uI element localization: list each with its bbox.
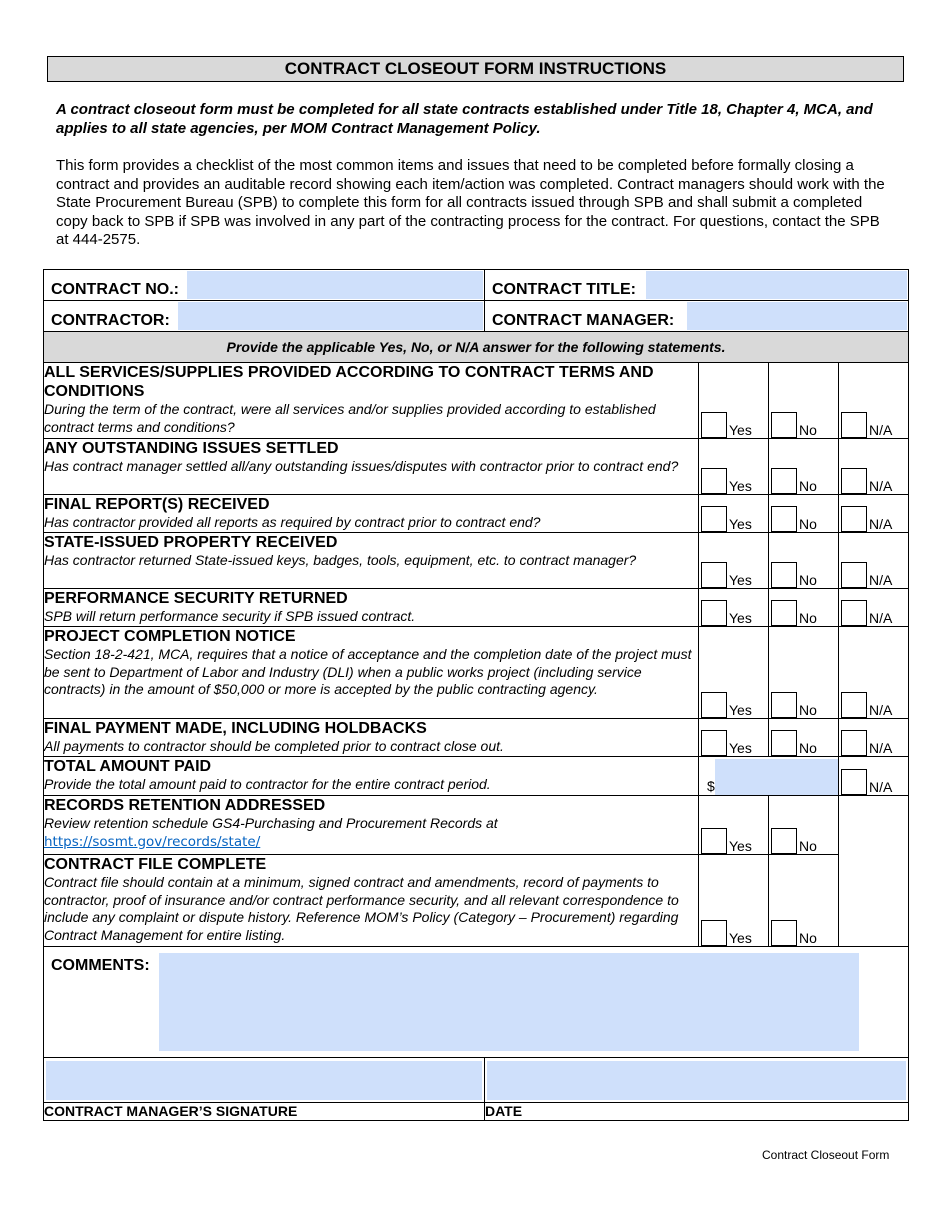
na-checkbox[interactable]: [841, 769, 867, 795]
records-link[interactable]: https://sosmt.gov/records/state/: [44, 833, 261, 850]
contract-title-cell: [485, 270, 909, 301]
contract-no-label: CONTRACT NO.:: [51, 281, 179, 298]
no-label: No: [799, 702, 817, 718]
no-checkbox[interactable]: [771, 562, 797, 588]
signature-label: CONTRACT MANAGER’S SIGNATURE: [44, 1103, 485, 1121]
question-cell: [44, 533, 699, 589]
no-label: No: [799, 422, 817, 438]
question-title: ANY OUTSTANDING ISSUES SETTLED: [44, 440, 339, 457]
yes-checkbox[interactable]: [701, 412, 727, 438]
no-label: No: [799, 516, 817, 532]
question-title: STATE-ISSUED PROPERTY RECEIVED: [44, 534, 338, 551]
na-label: N/A: [869, 572, 893, 588]
question-cell: [44, 589, 699, 627]
na-label: N/A: [869, 610, 893, 626]
question-row: [44, 855, 909, 947]
question-description: Has contract manager settled all/any outstanding issues/disputes with contractor prior to contract end?: [44, 458, 679, 474]
na-label: N/A: [869, 422, 893, 438]
na-checkbox[interactable]: [841, 506, 867, 532]
contractor-cell: [44, 301, 485, 332]
question-description: Contract file should contain at a minimum, signed contract and amendments, record of payments to contractor, proof of insurance and/or contract performance security, and all relevant correspondence to include any complaint or dispute history. Reference MOM’s Policy (Category – Procurement) regarding Contract Management for entire listing.: [44, 874, 679, 943]
intro-statement: A contract closeout form must be completed for all state contracts established under Title 18, Chapter 4, MCA, and applies to all state agencies, per MOM Contract Management Policy.: [56, 101, 873, 137]
na-label: N/A: [869, 516, 893, 532]
yes-checkbox[interactable]: [701, 692, 727, 718]
yes-label: Yes: [729, 516, 752, 532]
answer-instruction: Provide the applicable Yes, No, or N/A answer for the following statements.: [44, 332, 909, 363]
question-description: Has contractor provided all reports as required by contract prior to contract end?: [44, 514, 541, 530]
no-checkbox[interactable]: [771, 468, 797, 494]
yes-checkbox[interactable]: [701, 920, 727, 946]
date-cell: [485, 1058, 909, 1103]
comments-label: COMMENTS:: [51, 957, 150, 974]
question-cell: [44, 363, 699, 439]
no-label: No: [799, 740, 817, 756]
date-input[interactable]: [487, 1061, 906, 1100]
question-cell: [44, 796, 699, 855]
na-label: N/A: [869, 478, 893, 494]
yes-label: Yes: [729, 838, 752, 854]
total-amount-input[interactable]: [715, 759, 838, 795]
yes-label: Yes: [729, 478, 752, 494]
contract-no-cell: [44, 270, 485, 301]
question-description: Has contractor returned State-issued keys, badges, tools, equipment, etc. to contract manager?: [44, 552, 637, 568]
yes-label: Yes: [729, 740, 752, 756]
question-title: FINAL PAYMENT MADE, INCLUDING HOLDBACKS: [44, 720, 427, 737]
question-title: RECORDS RETENTION ADDRESSED: [44, 797, 326, 814]
no-checkbox[interactable]: [771, 828, 797, 854]
question-cell: [44, 627, 699, 719]
contractor-label: CONTRACTOR:: [51, 312, 170, 329]
yes-label: Yes: [729, 572, 752, 588]
yes-checkbox[interactable]: [701, 562, 727, 588]
question-description: Review retention schedule GS4-Purchasing and Procurement Records at: [44, 815, 498, 831]
na-checkbox[interactable]: [841, 600, 867, 626]
question-description: During the term of the contract, were all services and/or supplies provided according to established contract terms and conditions?: [44, 401, 656, 435]
total-amount-cell: [699, 757, 839, 796]
na-checkbox[interactable]: [841, 468, 867, 494]
na-checkbox[interactable]: [841, 412, 867, 438]
contract-title-label: CONTRACT TITLE:: [492, 281, 636, 298]
form-title: CONTRACT CLOSEOUT FORM INSTRUCTIONS: [47, 56, 904, 82]
no-checkbox[interactable]: [771, 692, 797, 718]
question-title: FINAL REPORT(S) RECEIVED: [44, 496, 270, 513]
question-row: [44, 533, 909, 589]
no-label: No: [799, 572, 817, 588]
no-label: No: [799, 478, 817, 494]
yes-checkbox[interactable]: [701, 828, 727, 854]
question-title: PROJECT COMPLETION NOTICE: [44, 628, 296, 645]
contract-manager-cell: [485, 301, 909, 332]
question-row: [44, 495, 909, 533]
no-checkbox[interactable]: [771, 412, 797, 438]
question-row: [44, 719, 909, 757]
question-row: [44, 363, 909, 439]
na-checkbox[interactable]: [841, 562, 867, 588]
intro-body: This form provides a checklist of the most common items and issues that need to be completed before formally closing a contract and provides an auditable record showing each item/action was completed. Contract managers should work with the State Procurement Bureau (SPB) to complete this form for all contracts issued through SPB and shall submit a completed copy back to SPB if SPB was involved in any part of the contracting process for the contract. For questions, contact the SPB at 444-2575.: [56, 157, 885, 248]
question-row: [44, 627, 909, 719]
no-checkbox[interactable]: [771, 506, 797, 532]
yes-label: Yes: [729, 702, 752, 718]
question-description: Provide the total amount paid to contractor for the entire contract period.: [44, 776, 491, 792]
yes-label: Yes: [729, 422, 752, 438]
na-label: N/A: [869, 740, 893, 756]
contractor-input[interactable]: [178, 302, 483, 330]
contract-manager-input[interactable]: [687, 302, 907, 330]
question-title: PERFORMANCE SECURITY RETURNED: [44, 590, 348, 607]
date-label: DATE: [485, 1103, 909, 1121]
no-checkbox[interactable]: [771, 920, 797, 946]
question-cell: [44, 495, 699, 533]
yes-checkbox[interactable]: [701, 600, 727, 626]
currency-symbol: $: [707, 778, 715, 794]
question-title: ALL SERVICES/SUPPLIES PROVIDED ACCORDING TO CONTRACT TERMS AND CONDITIONS: [44, 364, 654, 400]
no-checkbox[interactable]: [771, 600, 797, 626]
contract-no-input[interactable]: [187, 271, 483, 299]
comments-cell: [44, 947, 909, 1058]
question-description: Section 18-2-421, MCA, requires that a notice of acceptance and the completion date of the project must be sent to Department of Labor and Industry (DLI) when a public works project (including service contracts) in the amount of $50,000 or more is accepted by the public contracting agency.: [44, 646, 692, 697]
contract-title-input[interactable]: [646, 271, 907, 299]
question-description: SPB will return performance security if SPB issued contract.: [44, 608, 416, 624]
signature-input[interactable]: [46, 1061, 482, 1100]
no-label: No: [799, 930, 817, 946]
yes-label: Yes: [729, 610, 752, 626]
page-footer: Contract Closeout Form: [762, 1148, 890, 1162]
closeout-form-table: [43, 269, 909, 1121]
yes-checkbox[interactable]: [701, 468, 727, 494]
yes-checkbox[interactable]: [701, 506, 727, 532]
na-checkbox[interactable]: [841, 692, 867, 718]
na-checkbox[interactable]: [841, 730, 867, 756]
question-cell: [44, 719, 699, 757]
comments-input[interactable]: [159, 953, 859, 1051]
signature-cell: [44, 1058, 485, 1103]
question-title: CONTRACT FILE COMPLETE: [44, 856, 267, 873]
question-description: All payments to contractor should be completed prior to contract close out.: [44, 738, 504, 754]
question-row: [44, 796, 909, 855]
no-label: No: [799, 838, 817, 854]
question-cell: [44, 757, 699, 796]
empty-cell: [839, 796, 909, 947]
question-cell: [44, 439, 699, 495]
question-cell: [44, 855, 699, 947]
contract-manager-label: CONTRACT MANAGER:: [492, 312, 675, 329]
na-label: N/A: [869, 702, 893, 718]
yes-label: Yes: [729, 930, 752, 946]
no-label: No: [799, 610, 817, 626]
question-row: [44, 757, 909, 796]
na-label: N/A: [869, 779, 893, 795]
question-row: [44, 589, 909, 627]
yes-checkbox[interactable]: [701, 730, 727, 756]
question-row: [44, 439, 909, 495]
question-title: TOTAL AMOUNT PAID: [44, 758, 212, 775]
no-checkbox[interactable]: [771, 730, 797, 756]
